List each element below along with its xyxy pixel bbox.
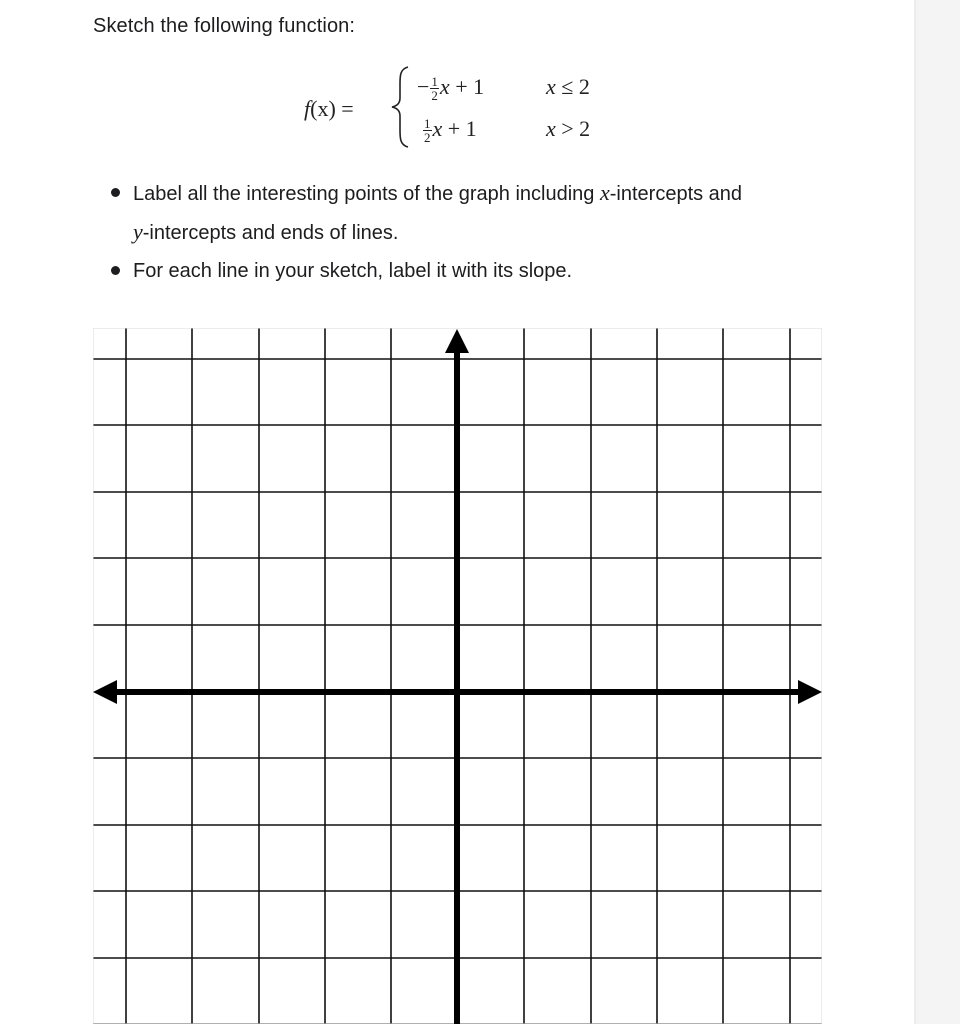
instruction-text: -intercepts and <box>609 183 743 205</box>
math-variable-x: x <box>599 180 610 205</box>
coordinate-grid <box>93 328 822 1024</box>
function-label <box>304 96 354 122</box>
math-variable-y: y <box>133 219 143 244</box>
case-1-constant: + 1 <box>449 74 485 99</box>
instruction-item <box>105 174 835 252</box>
instruction-text: Label all the interesting points of the graph including <box>133 183 600 205</box>
instruction-item <box>105 252 835 290</box>
instruction-text: -intercepts and ends of lines. <box>142 222 399 244</box>
case-2-denominator: 2 <box>424 130 431 145</box>
case-1-condition <box>546 74 590 100</box>
function-name: f <box>304 96 311 121</box>
x-axis-right-arrow-icon <box>798 680 822 704</box>
case-1-expression <box>417 74 484 102</box>
case-2-variable: x <box>432 116 443 141</box>
question-prompt: Sketch the following function: <box>93 15 356 37</box>
case-2-condition-rest: > 2 <box>555 116 591 141</box>
instruction-list <box>105 174 835 290</box>
case-1-numerator: 1 <box>431 74 438 89</box>
case-1-variable: x <box>439 74 450 99</box>
case-1-denominator: 2 <box>431 88 438 103</box>
left-brace-icon <box>388 64 414 150</box>
case-2-condition <box>546 116 590 142</box>
case-1-condition-rest: ≤ 2 <box>555 74 590 99</box>
y-axis-up-arrow-icon <box>445 329 469 353</box>
scrollbar-track[interactable] <box>916 0 960 1024</box>
coordinate-grid-svg <box>93 328 822 1024</box>
instruction-text: For each line in your sketch, label it with its slope. <box>133 260 573 282</box>
case-2-expression <box>422 116 477 144</box>
case-2-constant: + 1 <box>442 116 477 141</box>
case-1-sign: − <box>417 74 430 99</box>
case-2-condition-variable: x <box>546 116 556 141</box>
function-argument: (x) = <box>310 96 354 121</box>
case-2-numerator: 1 <box>424 116 431 131</box>
case-2-fraction <box>423 117 432 144</box>
case-1-condition-variable: x <box>546 74 556 99</box>
piecewise-formula <box>300 62 630 152</box>
x-axis-left-arrow-icon <box>93 680 117 704</box>
case-1-fraction <box>430 75 439 102</box>
